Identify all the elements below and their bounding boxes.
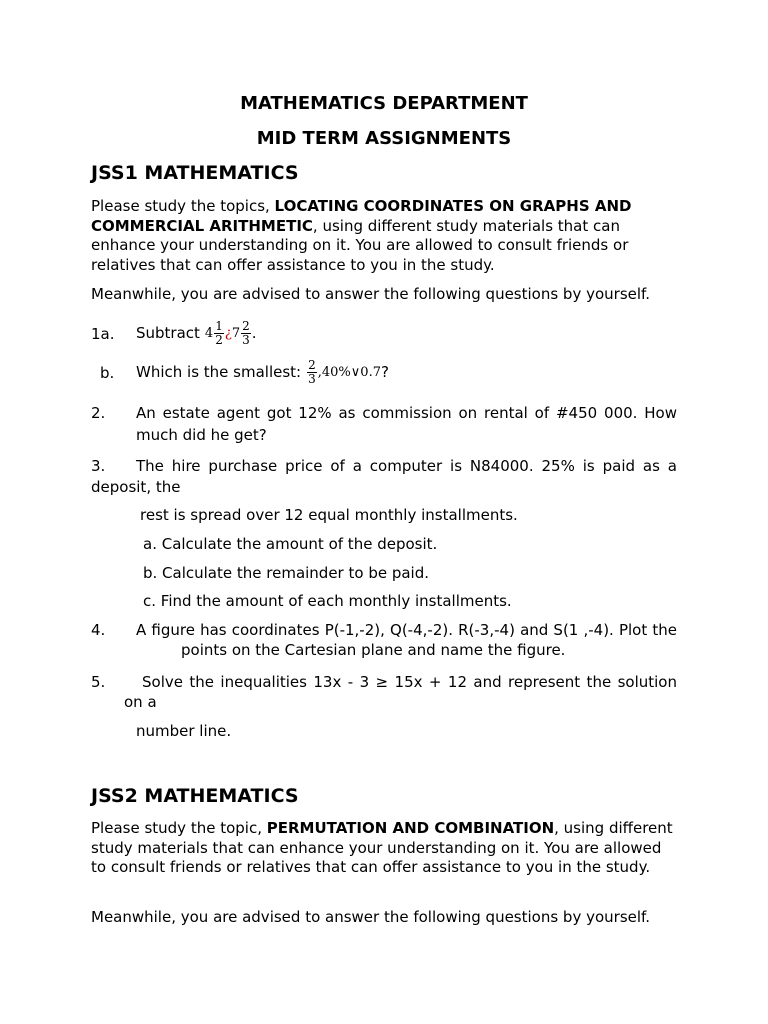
q2-number: 2.: [91, 404, 106, 422]
q2-line-2: much did he get?: [136, 426, 267, 444]
q1b-text: Which is the smallest:: [136, 363, 302, 381]
q3-part-b: b. Calculate the remainder to be paid.: [143, 564, 430, 582]
q1b-options: ,40%∨0.7: [317, 364, 381, 380]
q3-line-2: deposit, the: [91, 478, 181, 496]
jss1-intro: [91, 197, 677, 275]
department-title: MATHEMATICS DEPARTMENT: [240, 93, 528, 114]
jss2-advice: Meanwhile, you are advised to answer the following questions by yourself.: [91, 908, 650, 926]
q1a-numerator-2: 2: [242, 318, 250, 333]
q1a-question: [136, 316, 257, 350]
q5-number: 5.: [91, 673, 106, 691]
jss2-intro: [91, 819, 677, 878]
jss2-intro-suffix: , using different study materials that can enhance your understanding on it. You are allowed to consult friends or relatives that can offer assistance to you in the study.: [91, 819, 673, 876]
q1a-whole-1: 4: [204, 325, 214, 341]
q1b-fraction: [307, 359, 317, 386]
q1b-numerator: 2: [308, 357, 316, 372]
q1b-number: b.: [100, 364, 115, 382]
q5-line-2: on a: [124, 693, 157, 711]
q3-line-1: The hire purchase price of a computer is N84000. 25% is paid as a: [136, 457, 677, 475]
jss2-heading: JSS2 MATHEMATICS: [91, 785, 299, 807]
q4-line-1: A figure has coordinates P(-1,-2), Q(-4,-2). R(-3,-4) and S(1 ,-4). Plot the: [136, 621, 677, 639]
jss1-heading: JSS1 MATHEMATICS: [91, 162, 299, 184]
q4-line-2: points on the Cartesian plane and name the figure.: [181, 641, 566, 659]
q3-number: 3.: [91, 457, 106, 475]
q1a-denominator-2: 3: [242, 332, 250, 347]
q1a-number: 1a.: [91, 325, 115, 343]
q3-part-a: a. Calculate the amount of the deposit.: [143, 535, 438, 553]
q1a-end: .: [251, 324, 257, 342]
jss1-intro-topics: LOCATING COORDINATES ON GRAPHS AND COMMERCIAL ARITHMETIC: [91, 197, 632, 235]
q1a-separator: ¿: [224, 325, 232, 341]
jss1-intro-suffix: , using different study materials that can enhance your understanding on it. You are allowed to consult friends or relatives that can offer assistance to you in the study.: [91, 216, 629, 274]
jss1-advice: Meanwhile, you are advised to answer the following questions by yourself.: [91, 285, 650, 303]
q1a-fraction-1: [214, 320, 224, 347]
q1a-fraction-2: [241, 320, 251, 347]
q5-line-1: Solve the inequalities 13x - 3 ≥ 15x + 12 and represent the solution: [142, 673, 677, 691]
q3-line-3: rest is spread over 12 equal monthly installments.: [140, 506, 518, 524]
q1a-denominator-1: 2: [215, 332, 223, 347]
q1a-whole-2: 7: [231, 325, 241, 341]
q1b-denominator: 3: [308, 371, 316, 386]
jss2-intro-topics: PERMUTATION AND COMBINATION: [266, 819, 555, 837]
jss2-intro-prefix: Please study the topic,: [91, 819, 267, 837]
q1b-end: ?: [380, 363, 389, 381]
q4-number: 4.: [91, 621, 106, 639]
q5-line-3: number line.: [136, 722, 232, 740]
q3-part-c: c. Find the amount of each monthly installments.: [143, 592, 512, 610]
q1a-numerator-1: 1: [215, 318, 223, 333]
jss1-intro-prefix: Please study the topics,: [91, 197, 275, 215]
q1a-text: Subtract: [136, 324, 200, 342]
q1b-question: [136, 355, 389, 389]
q2-line-1: An estate agent got 12% as commission on rental of #450 000. How: [136, 404, 677, 422]
assignment-subtitle: MID TERM ASSIGNMENTS: [256, 128, 512, 149]
